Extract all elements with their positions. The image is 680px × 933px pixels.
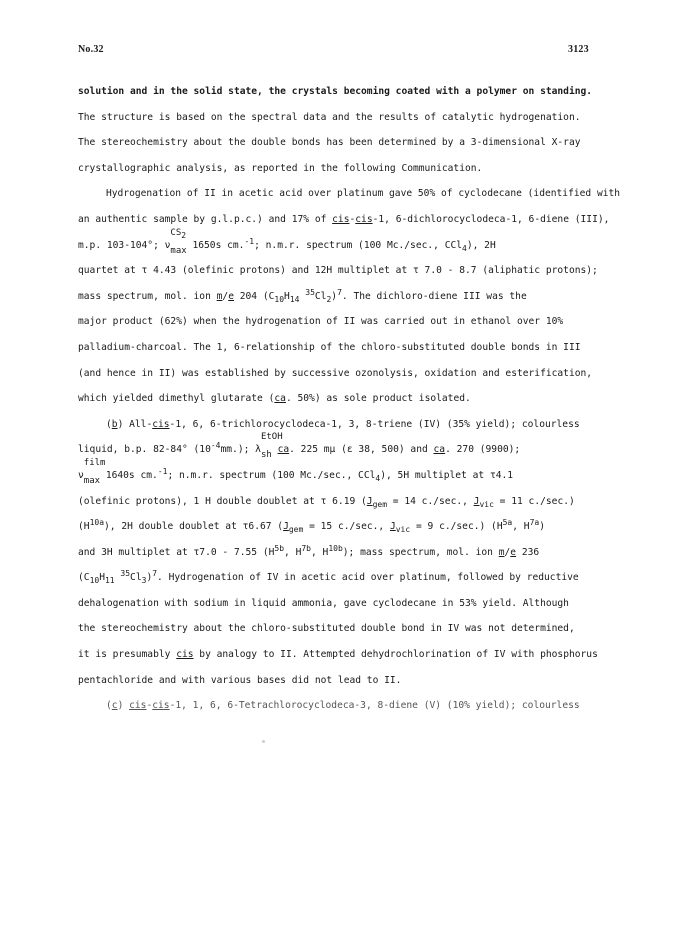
text-line: crystallographic analysis, as reported in the following Communication.	[78, 162, 483, 174]
text-line: pentachloride and with various bases did not lead to II.	[78, 674, 402, 686]
text-line: solution and in the solid state, the crystals becoming coated with a polymer on standing.	[78, 86, 593, 97]
article-body	[78, 79, 621, 719]
text-line: (and hence in II) was established by successive ozonolysis, oxidation and esterification,	[78, 367, 593, 379]
text-line: (c) cis-cis-1, 1, 6, 6-Tetrachlorocyclodeca-3, 8-diene (V) (10% yield); colourless	[106, 700, 580, 712]
text-line: quartet at τ 4.43 (olefinic protons) and 12H multiplet at τ 7.0 - 8.7 (aliphatic protons);	[78, 265, 598, 277]
text-line: ($C_{10}H_{11}$ $^{35}Cl_3)^7$. Hydrogenation of IV in acetic acid over platinum, followed by reductive	[78, 569, 579, 586]
scan-speck	[262, 740, 265, 743]
text-line: (b) All-cis-1, 6, 6-trichlorocyclodeca-1, 3, 8-triene (IV) (35% yield); colourless	[106, 418, 580, 430]
text-line: liquid, b.p. 82-84° $(10^{-4}mm.)$; λ EtOH sh ca. 225 mμ (ε 38, 500) and ca. 270 (9900);	[78, 432, 521, 461]
text-line: an authentic sample by g.l.p.c.) and 17% of cis-cis-1, 6-dichlorocyclodeca-1, 6-diene (III),	[78, 213, 610, 225]
text-line: (olefinic protons), 1 H double doublet at τ 6.19 ($J_{gem} = 14$ c./sec., $J_{vic} = 11$ c./sec.)	[78, 495, 575, 509]
text-line: which yielded dimethyl glutarate (ca. 50%) as sole product isolated.	[78, 393, 471, 405]
text-line: major product (62%) when the hydrogenation of II was carried out in ethanol over 10%	[78, 316, 564, 328]
text-line: $(H^{10a})$, 2H double doublet at τ6.67 ($J_{gem} = 15$ c./sec., $J_{vic} = 9$ c./sec.) ($H^{5a}$, $H^{7a}$)	[78, 518, 545, 535]
text-line: it is presumably cis by analogy to II. Attempted dehydrochlorination of IV with phosphorus	[78, 649, 598, 661]
text-line: The structure is based on the spectral data and the results of catalytic hydrogenation.	[78, 111, 581, 123]
text-line: dehalogenation with sodium in liquid ammonia, gave cyclodecane in 53% yield. Although	[78, 597, 569, 609]
text-line: m.p. 103-104°; ν $CS_2$ max 1650s cm.$^{-1}$; n.m.r. spectrum (100 Mc./sec., CCl$_4$), 2H	[78, 227, 496, 256]
text-line: The stereochemistry about the double bonds has been determined by a 3-dimensional X-ray	[78, 137, 581, 149]
journal-issue: No.32	[78, 44, 104, 55]
text-line: the stereochemistry about the chloro-substituted double bond in IV was not determined,	[78, 623, 575, 635]
page-number: 3123	[568, 44, 589, 55]
text-line: and 3H multiplet at τ7.0 - 7.55 ($H^{5b}$, $H^{7b}$, $H^{10b}$); mass spectrum, mol. ion m/e 236	[78, 543, 540, 558]
text-line: mass spectrum, mol. ion m/e 204 ($C_{10}H_{14}$ $^{35}Cl_2)^7$. The dichloro-diene III was the	[78, 287, 527, 304]
text-line: ν film max 1640s cm.$^{-1}$; n.m.r. spectrum (100 Mc./sec., CCl$_4$), 5H multiplet at τ4.1	[78, 457, 514, 486]
text-line: palladium-charcoal. The 1, 6-relationship of the chloro-substituted double bonds in III	[78, 341, 581, 353]
text-line: Hydrogenation of II in acetic acid over platinum gave 50% of cyclodecane (identified with	[106, 188, 621, 200]
